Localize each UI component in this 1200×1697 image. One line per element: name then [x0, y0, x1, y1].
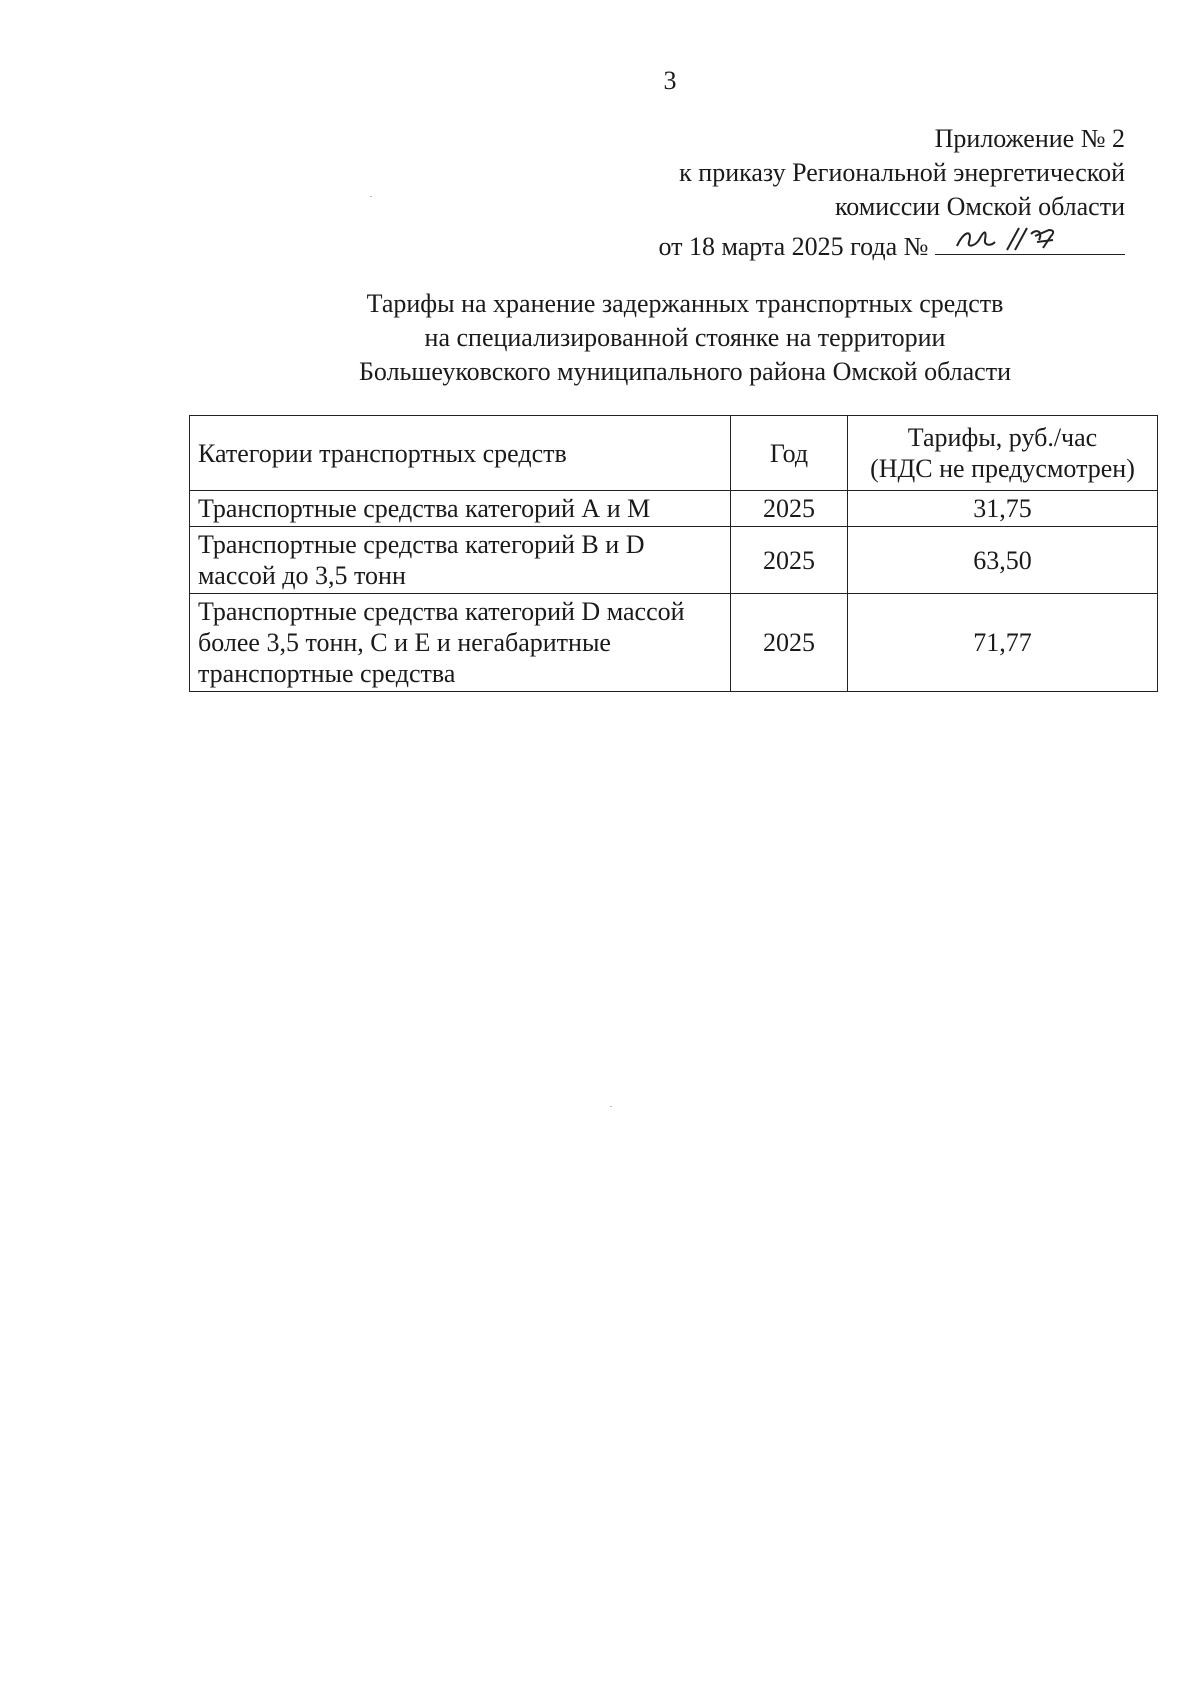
row-year: 2025: [731, 594, 848, 692]
title-line-1: Тарифы на хранение задержанных транспортных средств: [366, 289, 1004, 318]
header-category: Категории транспортных средств: [190, 416, 731, 491]
appendix-date-line: [658, 224, 1125, 264]
appendix-title: Приложение № 2: [934, 124, 1125, 153]
title-line-2: на специализированной стоянке на территории: [424, 323, 946, 352]
header-tariff: [848, 416, 1158, 491]
row-year: 2025: [731, 491, 848, 527]
scan-speck: [370, 196, 372, 197]
scan-speck: [610, 1106, 612, 1107]
table-row: [190, 527, 1158, 594]
appendix-date: от 18 марта 2025 года №: [658, 232, 929, 261]
document-title: [245, 287, 1125, 389]
appendix-commission: комиссии Омской области: [835, 192, 1125, 221]
row-category: Транспортные средства категорий D массой более 3,5 тонн, С и Е и негабаритные транспортные средства: [190, 594, 731, 692]
appendix-header: [658, 122, 1125, 264]
row-year: 2025: [731, 527, 848, 594]
table-row: [190, 491, 1158, 527]
table-header-row: [190, 416, 1158, 491]
row-tariff: 71,77: [848, 594, 1158, 692]
handwritten-order-number: [935, 224, 1125, 255]
appendix-order-ref: к приказу Региональной энергетической: [679, 158, 1125, 187]
row-tariff: 63,50: [848, 527, 1158, 594]
header-tariff-line-2: (НДС не предусмотрен): [870, 454, 1135, 483]
table-row: [190, 594, 1158, 692]
row-category: Транспортные средства категорий В и D массой до 3,5 тонн: [190, 527, 731, 594]
title-line-3: Большеуковского муниципального района Омской области: [358, 357, 1011, 386]
page-number: 3: [663, 66, 677, 95]
header-year: Год: [731, 416, 848, 491]
row-category: Транспортные средства категорий А и М: [190, 491, 731, 527]
tariffs-table: [189, 415, 1158, 692]
handwritten-signature-icon: [953, 222, 1073, 254]
header-tariff-line-1: Тарифы, руб./час: [907, 423, 1098, 452]
row-tariff: 31,75: [848, 491, 1158, 527]
